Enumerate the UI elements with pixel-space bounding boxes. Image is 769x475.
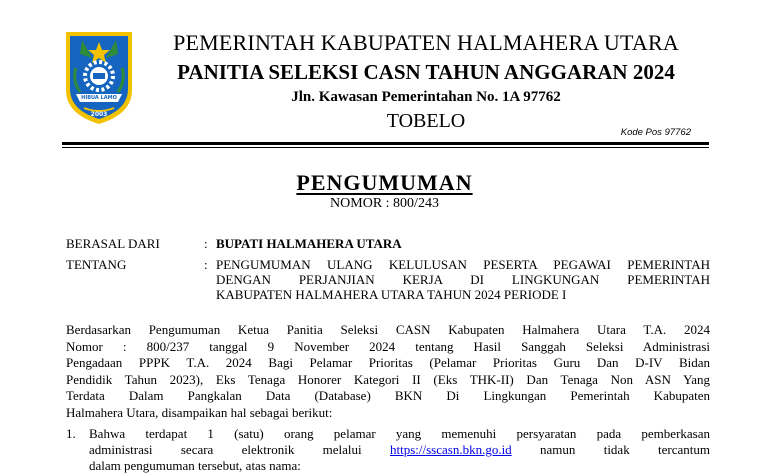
list-item-line [89, 442, 710, 458]
paragraph-line: Berdasarkan Pengumuman Ketua Panitia Seleksi CASN Kabupaten Halmahera Utara T.A. 2024 [66, 322, 710, 337]
letterhead-divider-thick [62, 142, 709, 145]
logo-motto: HIBUA LAMO [81, 95, 117, 101]
list-item-text: namun tidak tercantum [511, 442, 710, 457]
paragraph-line: Nomor : 800/237 tanggal 9 November 2024 tentang Hasil Sanggah Seleksi Administrasi [66, 338, 710, 354]
sscasn-link[interactable]: https://sscasn.bkn.go.id [389, 442, 512, 457]
subject-line: DENGAN PERJANJIAN KERJA DI LINGKUNGAN PEMERINTAH [216, 272, 710, 287]
letterhead-committee-name: PANITIA SELEKSI CASN TAHUN ANGGARAN 2024 [177, 60, 675, 84]
subject-line: KABUPATEN HALMAHERA UTARA TAHUN 2024 PERIODE I [216, 287, 567, 302]
letterhead-government-name: PEMERINTAH KABUPATEN HALMAHERA UTARA [173, 30, 679, 55]
letterhead-divider-thin [62, 147, 709, 148]
announcement-number: NOMOR : 800/243 [330, 196, 439, 211]
origin-label: BERASAL DARI [66, 236, 160, 251]
origin-value: BUPATI HALMAHERA UTARA [216, 236, 402, 251]
list-item-line: dalam pengumuman tersebut, atas nama: [89, 458, 301, 473]
paragraph-line: Pendidik Tahun 2023), Eks Tenaga Honorer Kategori II (Eks THK-II) Dan Tenaga Non ASN Yang [66, 371, 710, 387]
announcement-title: PENGUMUMAN [296, 170, 473, 195]
origin-colon: : [204, 236, 208, 251]
paragraph-line: Terdata Dalam Pangkalan Data (Database) BKN Di Lingkungan Pemerintah Kabupaten [66, 388, 710, 403]
paragraph-line: Halmahera Utara, disampaikan hal sebagai berikut: [66, 404, 333, 420]
subject-colon: : [204, 257, 208, 272]
list-item-line: Bahwa terdapat 1 (satu) orang pelamar yang memenuhi persyaratan pada pemberkasan [89, 426, 710, 441]
subject-line: PENGUMUMAN ULANG KELULUSAN PESERTA PEGAWAI PEMERINTAH [216, 257, 710, 272]
letterhead-city: TOBELO [386, 110, 466, 132]
letterhead-address: Jln. Kawasan Pemerintahan No. 1A 97762 [291, 89, 561, 105]
intro-paragraph [66, 322, 710, 421]
logo-year: 2003 [90, 111, 108, 118]
paragraph-line: Pengadaan PPPK T.A. 2024 Bagi Pelamar Prioritas (Pelamar Prioritas Guru Dan D-IV Bidan [66, 355, 710, 370]
list-item [89, 426, 710, 474]
subject-label: TENTANG [66, 257, 127, 272]
subject-value [216, 257, 710, 302]
list-item-text: administrasi secara elektronik melalui [89, 442, 390, 457]
list-item-number: 1. [66, 426, 76, 441]
letterhead-postal-code: Kode Pos 97762 [620, 127, 691, 138]
